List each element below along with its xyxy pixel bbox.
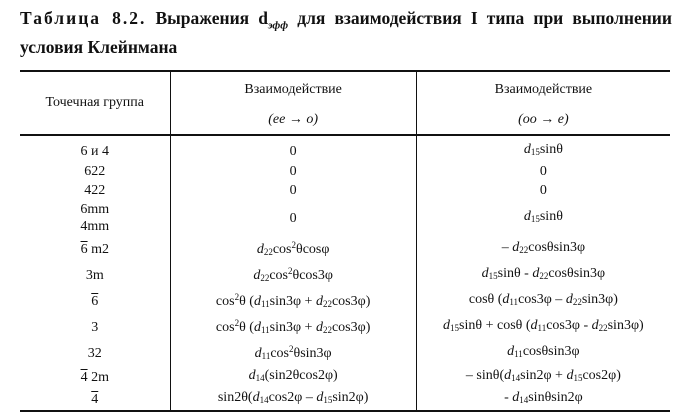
cell-group: 4 [20, 388, 170, 411]
cell-ee-o: $\sin 2\theta(d_{14}\cos 2\varphi - d_{15}\sin 2\varphi)$ [170, 388, 416, 411]
cell-group: 4 2m [80, 369, 109, 385]
table-row [20, 340, 670, 366]
cell-group: 3m [85, 267, 104, 283]
table-row [20, 200, 670, 236]
cell-ee-o: $d_{22}\cos^2\theta\cos 3\varphi$ [170, 262, 416, 288]
cell-oo-e: $d_{11}\cos\theta\sin 3\varphi$ [416, 340, 670, 366]
cell-ee-o: $d_{11}\cos^2\theta\sin 3\varphi$ [170, 340, 416, 366]
cell-group: 6 [91, 293, 99, 309]
table-row [20, 288, 670, 314]
cell-ee-o: 0 [170, 135, 416, 162]
cell-oo-e: $d_{15}\sin\theta$ [416, 200, 670, 236]
table-row [20, 366, 670, 388]
cell-oo-e: – $d_{22}\cos\theta\sin 3\varphi$ [416, 236, 670, 262]
cell-group: 6 m2 [80, 241, 109, 257]
cell-oo-e: 0 [416, 181, 670, 200]
cell-ee-o: $\cos^2\theta$ $(d_{11}\sin 3\varphi + d_{22}\cos 3\varphi)$ [170, 314, 416, 340]
caption-label: Таблица 8.2. [20, 8, 147, 28]
header-interaction-oo-e: Взаимодействие (oo → e) [416, 71, 670, 135]
table-row [20, 388, 670, 411]
caption-text: Выражения $d_{эфф}$ для взаимодействия I типа при выполнении условия Клейнмана [20, 8, 672, 57]
header-point-group: Точечная группа [20, 71, 170, 135]
cell-oo-e: - $d_{14}\sin\theta\sin 2\varphi$ [416, 388, 670, 411]
cell-group: 422 [84, 183, 106, 198]
cell-ee-o: $\cos^2\theta$ $(d_{11}\sin 3\varphi + d_{22}\cos 3\varphi)$ [170, 288, 416, 314]
cell-oo-e: $d_{15}\sin\theta - d_{22}\cos\theta\sin 3\varphi$ [416, 262, 670, 288]
data-table [20, 70, 670, 412]
table-row [20, 314, 670, 340]
cell-ee-o: 0 [170, 181, 416, 200]
header-interaction-ee-o: Взаимодействие (ee → o) [170, 71, 416, 135]
table-row [20, 162, 670, 181]
cell-ee-o: 0 [170, 162, 416, 181]
cell-oo-e: 0 [416, 162, 670, 181]
cell-oo-e: $d_{15}\sin\theta$ [416, 135, 670, 162]
cell-oo-e: cosθ $(d_{11}\cos 3\varphi - d_{22}\sin 3\varphi)$ [416, 288, 670, 314]
table-row [20, 135, 670, 162]
cell-group: 622 [84, 164, 106, 179]
table-row [20, 236, 670, 262]
cell-oo-e: – $\sin\theta(d_{14}\sin 2\varphi + d_{15}\cos 2\varphi)$ [416, 366, 670, 388]
table-row [20, 262, 670, 288]
cell-ee-o: $d_{22}\cos^2\theta\cos\varphi$ [170, 236, 416, 262]
caption-subscript: эфф [267, 19, 289, 32]
cell-ee-o: $d_{14}(\sin 2\theta\cos 2\varphi)$ [170, 366, 416, 388]
cell-group: 3 [91, 319, 99, 335]
cell-oo-e: $d_{15}\sin\theta + \cos\theta$ $(d_{11}\cos 3\varphi - d_{22}\sin 3\varphi)$ [416, 314, 670, 340]
table-row [20, 181, 670, 200]
cell-group: 32 [87, 345, 102, 361]
table-caption [20, 8, 672, 58]
cell-group: 6mm 4mm [80, 202, 110, 234]
cell-ee-o: 0 [170, 200, 416, 236]
cell-group: 6 и 4 [80, 143, 109, 159]
